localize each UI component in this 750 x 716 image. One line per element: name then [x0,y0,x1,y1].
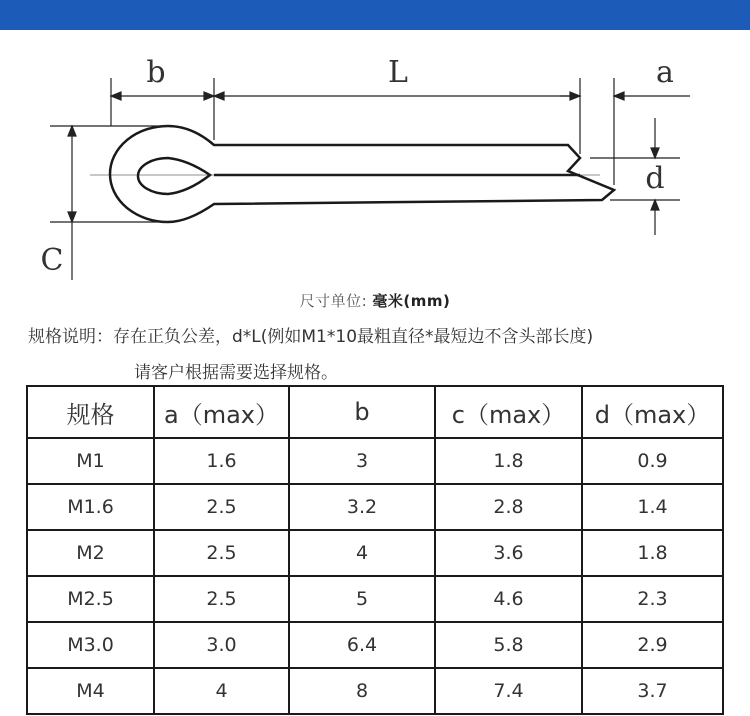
cell-a: 2.5 [154,530,289,576]
cell-d: 0.9 [582,438,723,484]
cell-d: 1.4 [582,484,723,530]
cell-d: 1.8 [582,530,723,576]
unit-prefix: 尺寸单位: [299,292,373,310]
cell-spec: M3.0 [27,622,154,668]
table-row [27,484,723,530]
label-L: L [388,55,408,90]
unit-value: 毫米(mm) [372,292,451,310]
cell-b: 6.4 [289,622,435,668]
cell-c: 5.8 [435,622,582,668]
cell-b: 4 [289,530,435,576]
label-d: d [645,161,665,196]
table-row [27,668,723,714]
spec-note-line-2: 请客户根据需要选择规格。 [134,363,338,383]
spec-note-line-1: 规格说明：存在正负公差，d*L(例如M1*10最粗直径*最短边不含头部长度) [28,327,594,347]
cell-d: 3.7 [582,668,723,714]
cell-a: 1.6 [154,438,289,484]
cell-b: 8 [289,668,435,714]
label-b: b [146,55,166,90]
cell-b: 3 [289,438,435,484]
cell-c: 7.4 [435,668,582,714]
cell-c: 4.6 [435,576,582,622]
cell-spec: M2.5 [27,576,154,622]
header-d: d（max） [582,386,723,438]
cell-a: 2.5 [154,576,289,622]
cell-b: 5 [289,576,435,622]
cell-spec: M2 [27,530,154,576]
cell-a: 2.5 [154,484,289,530]
cell-d: 2.3 [582,576,723,622]
cell-c: 1.8 [435,438,582,484]
header-b: b [289,386,435,438]
header-spec: 规格 [27,386,154,438]
header-bar [0,0,750,30]
table-row [27,438,723,484]
cell-spec: M1 [27,438,154,484]
cotter-pin-diagram [0,30,750,320]
table-row [27,622,723,668]
pin-eye [138,158,210,194]
cell-spec: M1.6 [27,484,154,530]
label-a: a [656,55,674,90]
cell-spec: M4 [27,668,154,714]
spec-table [26,385,724,715]
cell-c: 2.8 [435,484,582,530]
cell-b: 3.2 [289,484,435,530]
header-c: c（max） [435,386,582,438]
header-a: a（max） [154,386,289,438]
table-row [27,576,723,622]
table-row [27,530,723,576]
cell-a: 4 [154,668,289,714]
unit-caption [0,290,750,311]
cell-c: 3.6 [435,530,582,576]
table-header-row [27,386,723,438]
cell-a: 3.0 [154,622,289,668]
label-C: C [40,243,64,278]
cell-d: 2.9 [582,622,723,668]
